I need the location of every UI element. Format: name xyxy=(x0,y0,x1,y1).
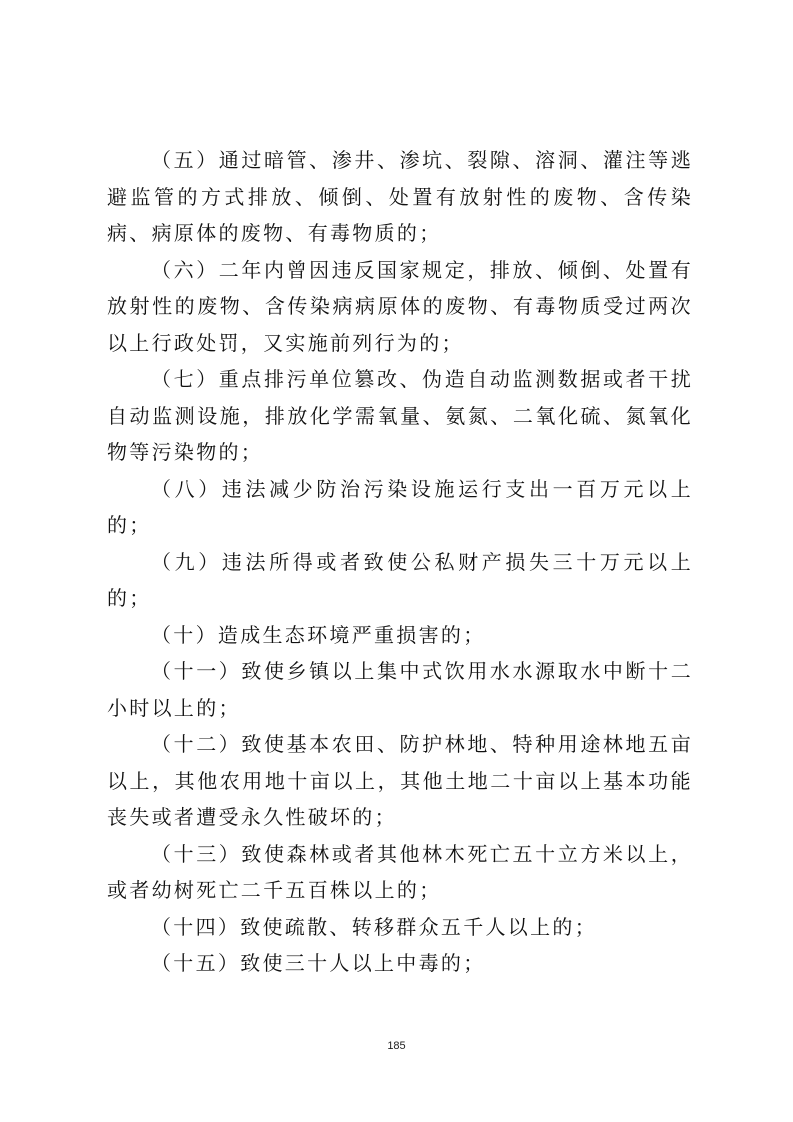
paragraph-item-7: （七）重点排污单位篡改、伪造自动监测数据或者干扰自动监测设施，排放化学需氧量、氨氮、二氧化硫、氮氧化物等污染物的； xyxy=(107,367,693,464)
paragraph-item-12: （十二）致使基本农田、防护林地、特种用途林地五亩以上，其他农用地十亩以上，其他土地二十亩以上基本功能丧失或者遭受永久性破坏的； xyxy=(107,732,693,829)
document-body xyxy=(107,142,693,982)
paragraph-item-15: （十五）致使三十人以上中毒的； xyxy=(151,951,486,975)
paragraph-item-13: （十三）致使森林或者其他林木死亡五十立方米以上，或者幼树死亡二千五百株以上的； xyxy=(107,841,693,902)
paragraph-item-8: （八）违法减少防治污染设施运行支出一百万元以上的； xyxy=(107,476,693,537)
paragraph-item-14: （十四）致使疏散、转移群众五千人以上的； xyxy=(151,914,597,939)
paragraph-item-6: （六）二年内曾因违反国家规定，排放、倾倒、处置有放射性的废物、含传染病病原体的废物、有毒物质受过两次以上行政处罚，又实施前列行为的； xyxy=(107,257,693,355)
paragraph-item-5: （五）通过暗管、渗井、渗坑、裂隙、溶洞、灌注等逃避监管的方式排放、倾倒、处置有放射性的废物、含传染病、病原体的废物、有毒物质的； xyxy=(107,148,693,245)
paragraph-item-10: （十）造成生态环境严重损害的； xyxy=(151,622,486,647)
paragraph-item-9: （九）违法所得或者致使公私财产损失三十万元以上的； xyxy=(107,549,693,610)
paragraph-item-11: （十一）致使乡镇以上集中式饮用水水源取水中断十二小时以上的； xyxy=(107,659,693,720)
page-number: 185 xyxy=(387,1040,406,1052)
